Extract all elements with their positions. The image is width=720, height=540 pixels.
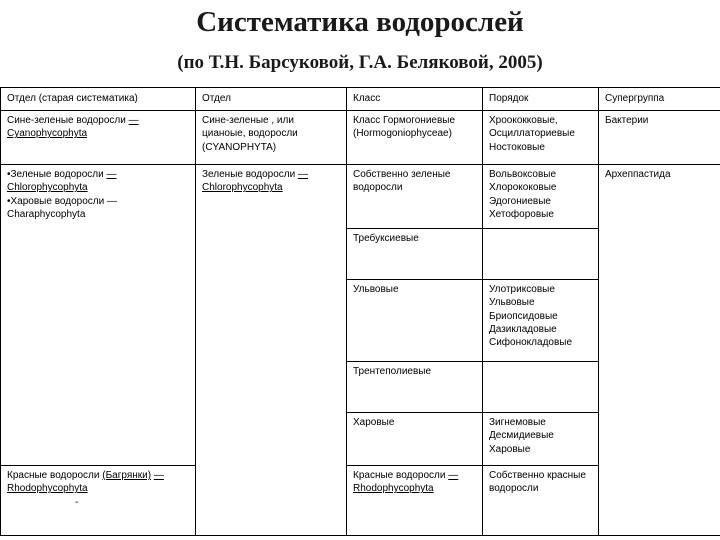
old-division-cell xyxy=(1,466,196,536)
division-cell xyxy=(347,466,483,536)
old-division-cell xyxy=(1,111,196,165)
header-order: Порядок xyxy=(483,88,599,111)
bullet-icon: • xyxy=(7,169,11,180)
supergroup-cell: Бактерии xyxy=(599,111,720,165)
page-title: Систематика водорослей xyxy=(196,6,524,38)
order-item: Ностоковые xyxy=(489,141,545,153)
old-division-name: Красные водоросли xyxy=(7,470,100,481)
division-cell xyxy=(196,165,347,536)
old-division-latin: Cyanophycophyta xyxy=(7,128,88,140)
class-cell: Требуксиевые xyxy=(347,229,483,280)
systematics-table xyxy=(0,87,720,536)
order-item: Зигнемовые xyxy=(489,417,546,428)
header-old-division: Отдел (старая систематика) xyxy=(1,88,196,111)
order-item: Вольвоксовые xyxy=(489,169,557,180)
class-cell: Харовые xyxy=(347,413,483,466)
header-division: Отдел xyxy=(196,88,347,111)
order-item: Бриопсидовые xyxy=(489,310,558,322)
order-cell xyxy=(483,413,599,466)
bullet-icon: • xyxy=(7,195,11,207)
order-item: Улотриксовые xyxy=(489,284,555,295)
order-item: Десмидиевые xyxy=(489,430,554,442)
class-cell: Собственно красные водоросли xyxy=(483,466,599,536)
dash: — xyxy=(128,115,139,126)
order-item: Хроококковые, xyxy=(489,115,558,126)
dash: — xyxy=(448,470,459,481)
dash: — xyxy=(153,470,164,481)
dash: — xyxy=(297,169,308,180)
old-division-latin: Charaphycophyta xyxy=(7,208,86,220)
table-header-row xyxy=(1,88,720,111)
old-division-name: Харовые водоросли — xyxy=(10,195,117,207)
order-cell xyxy=(483,280,599,362)
dash: — xyxy=(106,169,117,180)
order-item: Хлорококовые xyxy=(489,182,557,194)
order-cell xyxy=(483,165,599,229)
page-subtitle: (по Т.Н. Барсуковой, Г.А. Беляковой, 2005) xyxy=(177,52,543,73)
old-division-cell xyxy=(1,165,196,466)
table-row xyxy=(1,165,720,229)
order-cell xyxy=(483,229,599,280)
header-supergroup: Супергруппа xyxy=(599,88,720,111)
order-item: Дазикладовые xyxy=(489,323,557,335)
class-cell: Трентеполиевые xyxy=(347,362,483,413)
division-name: Зеленые водоросли xyxy=(202,169,296,180)
order-item: Эдогониевые xyxy=(489,195,551,207)
old-division-latin: Chlorophycophyta xyxy=(7,182,88,194)
class-cell: Собственно зеленые водоросли xyxy=(347,165,483,229)
old-division-name: Зеленые водоросли xyxy=(10,169,104,180)
old-division-latin: Rhodophycophyta xyxy=(7,483,88,495)
order-cell xyxy=(483,362,599,413)
old-division-item xyxy=(7,195,189,208)
division-latin: Chlorophycophyta xyxy=(202,182,283,194)
division-name: Красные водоросли xyxy=(353,470,446,481)
order-item: Харовые xyxy=(489,443,531,455)
order-item: Сифонокладовые xyxy=(489,337,573,349)
class-cell: Класс Гормогониевые (Hormogoniophyceae) xyxy=(347,111,483,165)
order-item: Хетофоровые xyxy=(489,208,554,220)
old-division-item xyxy=(7,168,189,181)
division-latin: Rhodophycophyta xyxy=(353,483,434,495)
order-cell xyxy=(483,111,599,165)
class-cell: Ульвовые xyxy=(347,280,483,362)
old-division-paren: (Багрянки) xyxy=(102,470,152,481)
division-cell: Сине-зеленые , или цианоые, водоросли (CYANOPHYTA) xyxy=(196,111,347,165)
table-row xyxy=(1,111,720,165)
header-class: Класс xyxy=(347,88,483,111)
mark: - xyxy=(75,496,79,508)
supergroup-cell: Археппастида xyxy=(599,165,720,536)
old-division-name: Сине-зеленые водоросли xyxy=(7,115,126,126)
order-item: Осциллаториевые xyxy=(489,128,575,140)
order-item: Ульвовые xyxy=(489,297,535,309)
